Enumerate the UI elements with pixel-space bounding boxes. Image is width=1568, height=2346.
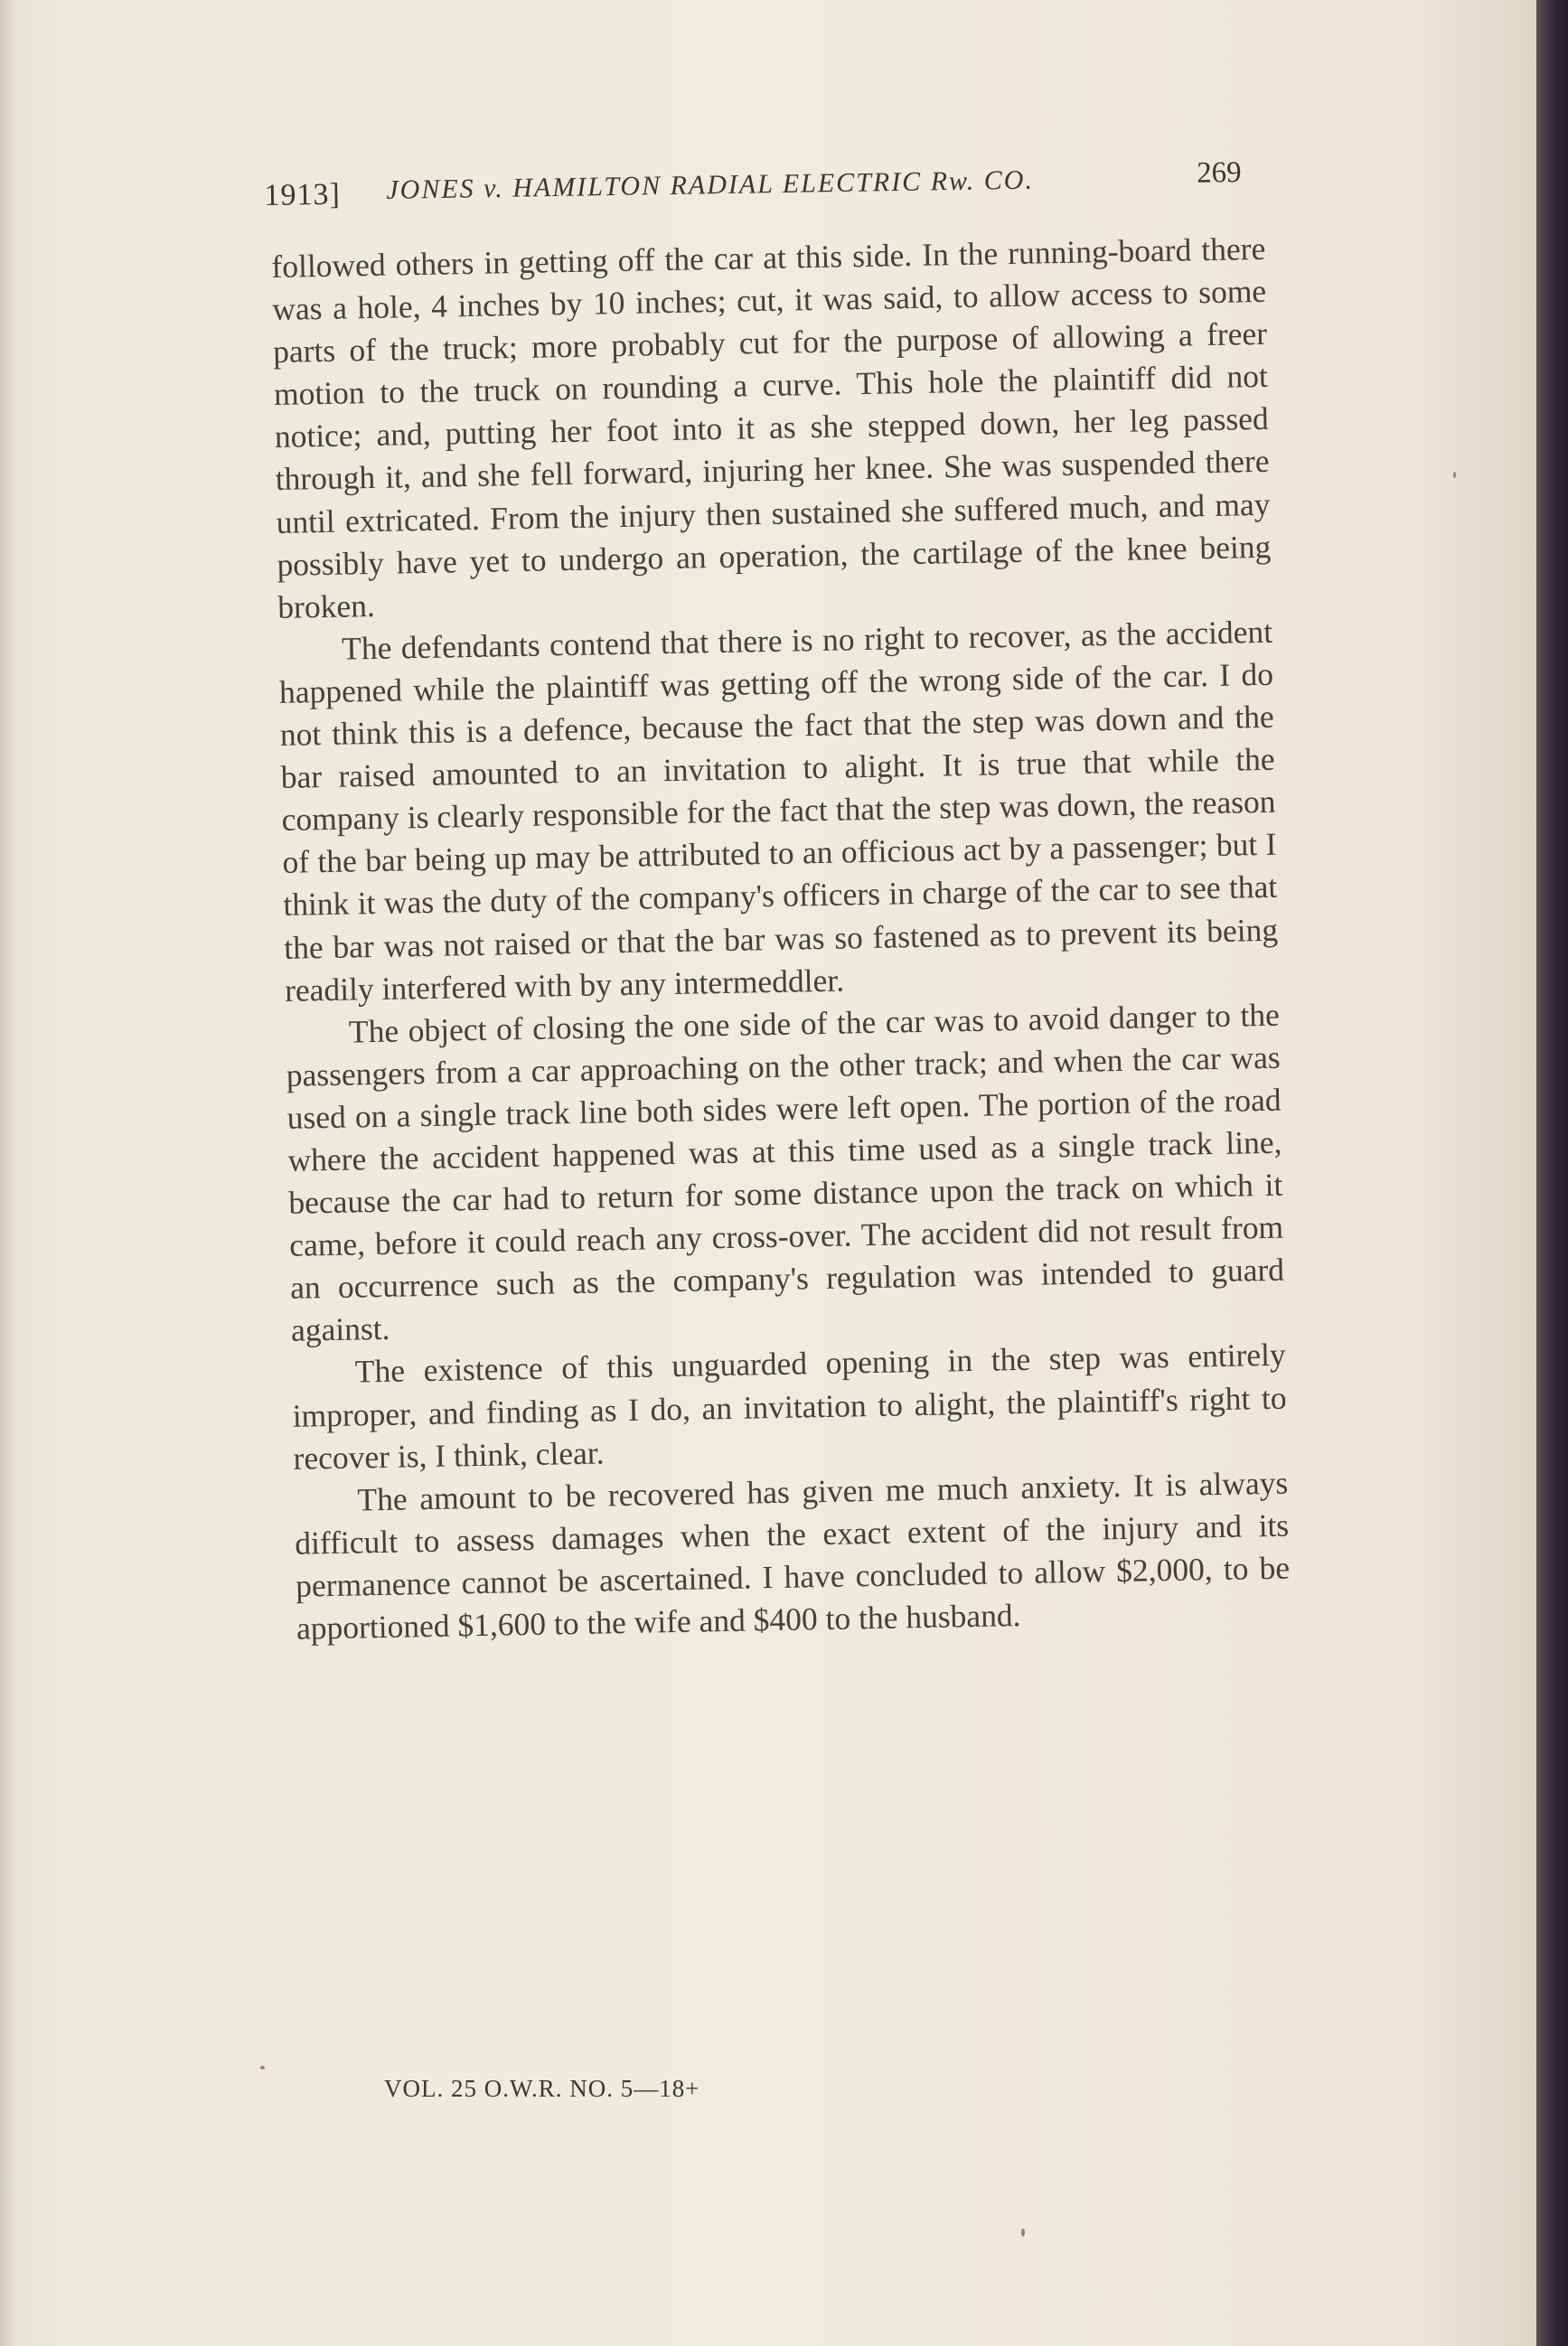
paragraph-4: The existence of this unguarded opening in the step was entirely improper, and finding as I do, an invitation to alight, the plaintiff's right to recover is, I think, clear. [292, 1337, 1287, 1477]
running-head-year: 1913] [264, 177, 342, 212]
body-text [271, 228, 1291, 1650]
page-number: 269 [1196, 156, 1242, 190]
paper-speck [1453, 472, 1456, 478]
page-edge-wear [0, 0, 16, 2346]
page-edge-shadow [1536, 0, 1568, 2346]
running-head [264, 156, 1259, 226]
running-head-title: JONES v. HAMILTON RADIAL ELECTRIC Rw. CO. [386, 164, 1035, 205]
paragraph-3: The object of closing the one side of the car was to avoid danger to the passengers from a car approaching on the other track; and when the car was used on a single track line both sides were left open. The portion of the road where the accident happened was at this time used as a single track line, because the car had to return for some distance upon the track on which it came, before it could reach any cross-over. The accident did not result from an occurrence such as the company's regulation was intended to guard against. [286, 996, 1285, 1349]
paragraph-1: followed others in getting off the car at this side. In the running-board there was a hole, 4 inches by 10 inches; cut, it was said, to allow access to some parts of the truck; more probably cut for the purpose of allowing a freer motion to the truck on rounding a curve. This hole the plaintiff did not notice; and, putting her foot into it as she stepped down, her leg passed through it, and she fell forward, injuring her knee. She was suspended there until extricated. From the injury then sustained she suffered much, and may possibly have yet to undergo an operation, the cartilage of the knee being broken. [271, 230, 1272, 625]
paragraph-5: The amount to be recovered has given me much anxiety. It is always difficult to assess damages when the exact extent of the injury and its permanence cannot be ascertained. I have concluded to allow $2,000, to be apportioned $1,600 to the wife and $400 to the husband. [294, 1464, 1291, 1647]
paper-speck [260, 2066, 265, 2069]
signature-line: VOL. 25 O.W.R. NO. 5—18+ [384, 2075, 700, 2102]
paper-speck [1021, 2229, 1025, 2237]
paragraph-2: The defendants contend that there is no right to recover, as the accident happened while the plaintiff was getting off the wrong side of the car. I do not think this is a defence, because the fact that the step was down and the bar raised amounted to an invitation to alight. It is true that while the company is clearly responsible for the fact that the step was down, the reason of the bar being up may be attributed to an officious act by a passenger; but I think it was the duty of the company's officers in charge of the car to see that the bar was not raised or that the bar was so fastened as to prevent its being readily interfered with by any intermeddler. [278, 613, 1279, 1009]
